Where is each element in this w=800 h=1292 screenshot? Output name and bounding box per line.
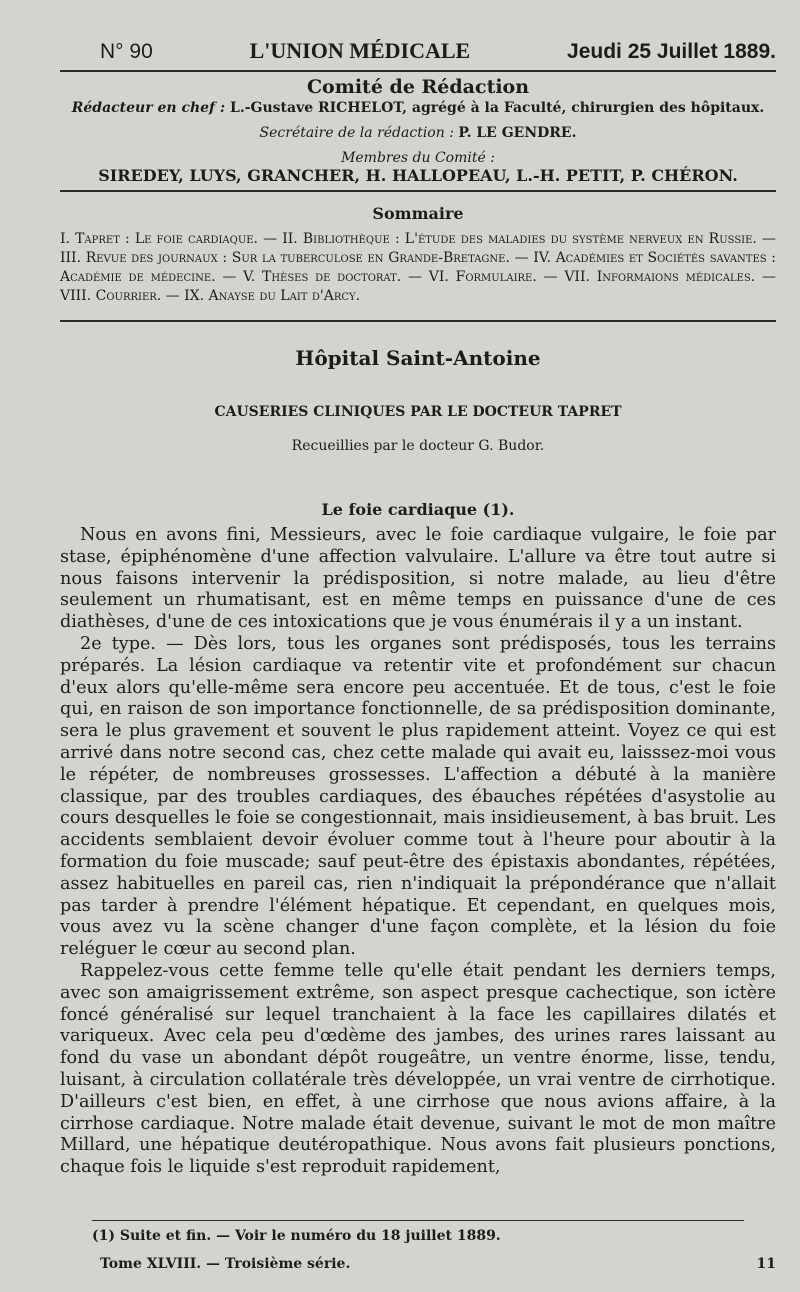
tome-line: Tome XLVIII. — Troisième série. (100, 1256, 351, 1272)
secretaire-label: Secrétaire de la rédaction : (259, 125, 454, 141)
membres-label: Membres du Comité : (341, 150, 495, 166)
article-body (60, 525, 776, 1179)
issue-date: Jeudi 25 Juillet 1889. (567, 40, 776, 63)
redacteur-line (60, 100, 776, 116)
article-title: Le foie cardiaque (1). (321, 500, 515, 519)
causeries-heading: CAUSERIES CLINIQUES PAR LE DOCTEUR TAPRET (214, 404, 622, 420)
comite-rule (60, 190, 776, 192)
sommaire-rule (60, 320, 776, 322)
footnote: (1) Suite et fin. — Voir le numéro du 18 juillet 1889. (92, 1228, 501, 1244)
header-rule (60, 70, 776, 72)
secretaire-name: P. LE GENDRE. (458, 125, 577, 141)
membres-list: SIREDEY, LUYS, GRANCHER, H. HALLOPEAU, L.-H. PETIT, P. CHÉRON. (98, 166, 738, 185)
sommaire-text: I. Tapret : Le foie cardiaque. — II. Bibliothèque : L'étude des maladies du système nerveux en Russie. — III. Revue des journaux : Sur la tuberculose en Grande-Bretagne. — IV. Académies et Sociétés savantes : Académie de médecine. — V. Thèses de doctorat. — VI. Formulaire. — VII. Informaions médicales. — VIII. Courrier. — IX. Anayse du Lait d'Arcy. (60, 231, 776, 304)
page-folio: 11 (756, 1256, 776, 1272)
redacteur-name: L.-Gustave RICHELOT, agrégé à la Faculté, chirurgien des hôpitaux. (230, 100, 765, 116)
comite-title: Comité de Rédaction (306, 76, 530, 98)
hospital-heading: Hôpital Saint-Antoine (295, 346, 541, 370)
secretaire-line (60, 125, 776, 141)
redacteur-label: Rédacteur en chef : (71, 100, 226, 116)
issue-number: N° 90 (100, 40, 153, 63)
paragraph: Rappelez-vous cette femme telle qu'elle était pendant les derniers temps, avec son amaigrissement extrême, son aspect presque cachectique, son ictère foncé généralisé sur lequel tranchaient à la face les capillaires dilatés et variqueux. Avec cela peu d'œdème des jambes, des urines rares laissant au fond du vase un abondant dépôt rougeâtre, un ventre énorme, lisse, tendu, luisant, à circulation collatérale très développée, un vrai ventre de cirrhotique. D'ailleurs c'est bien, en effet, à une cirrhose que nous avions affaire, à la cirrhose cardiaque. Notre malade était devenue, suivant le mot de mon maître Millard, une hépatique deutéropathique. Nous avons fait plusieurs ponctions, chaque fois le liquide s'est reproduit rapidement, (60, 960, 776, 1178)
journal-title: L'UNION MÉDICALE (249, 38, 471, 63)
paragraph: Nous en avons fini, Messieurs, avec le foie cardiaque vulgaire, le foie par stase, épiphénomène d'une affection valvulaire. L'allure va être tout autre si nous faisons intervenir la prédisposition, si notre malade, au lieu d'être seulement un rhumatisant, est en même temps en puissance d'une de ces diathèses, d'une de ces intoxications que je vous énumérais il y a un instant. (60, 525, 776, 633)
recueillies-line: Recueillies par le docteur G. Budor. (291, 438, 545, 454)
sommaire-title: Sommaire (372, 204, 464, 223)
footnote-rule (92, 1220, 744, 1221)
paragraph: 2e type. — Dès lors, tous les organes sont prédisposés, tous les terrains préparés. La lésion cardiaque va retentir vite et profondément sur chacun d'eux alors qu'elle-même sera encore peu accentuée. Et de tous, c'est le foie qui, en raison de son importance fonctionnelle, de sa prédisposition dominante, sera le plus gravement et souvent le plus rapidement atteint. Voyez ce qui est arrivé dans notre second cas, chez cette malade qui avait eu, laisssez-moi vous le répéter, de nombreuses grossesses. L'affection a débuté à la manière classique, par des troubles cardiaques, des ébauches répétées d'asystolie au cours desquelles le foie se congestionnait, mais insidieusement, à bas bruit. Les accidents semblaient devoir évoluer comme tout à l'heure pour aboutir à la formation du foie muscade; sauf peut-être des épistaxis abondantes, répétées, assez habituelles en pareil cas, rien n'indiquait la prépondérance que n'allait pas tarder à prendre l'élément hépatique. Et cependant, en quelques mois, vous avez vu la scène changer d'une façon complète, et la lésion du foie reléguer le cœur au second plan. (60, 633, 776, 960)
running-header (100, 30, 776, 64)
